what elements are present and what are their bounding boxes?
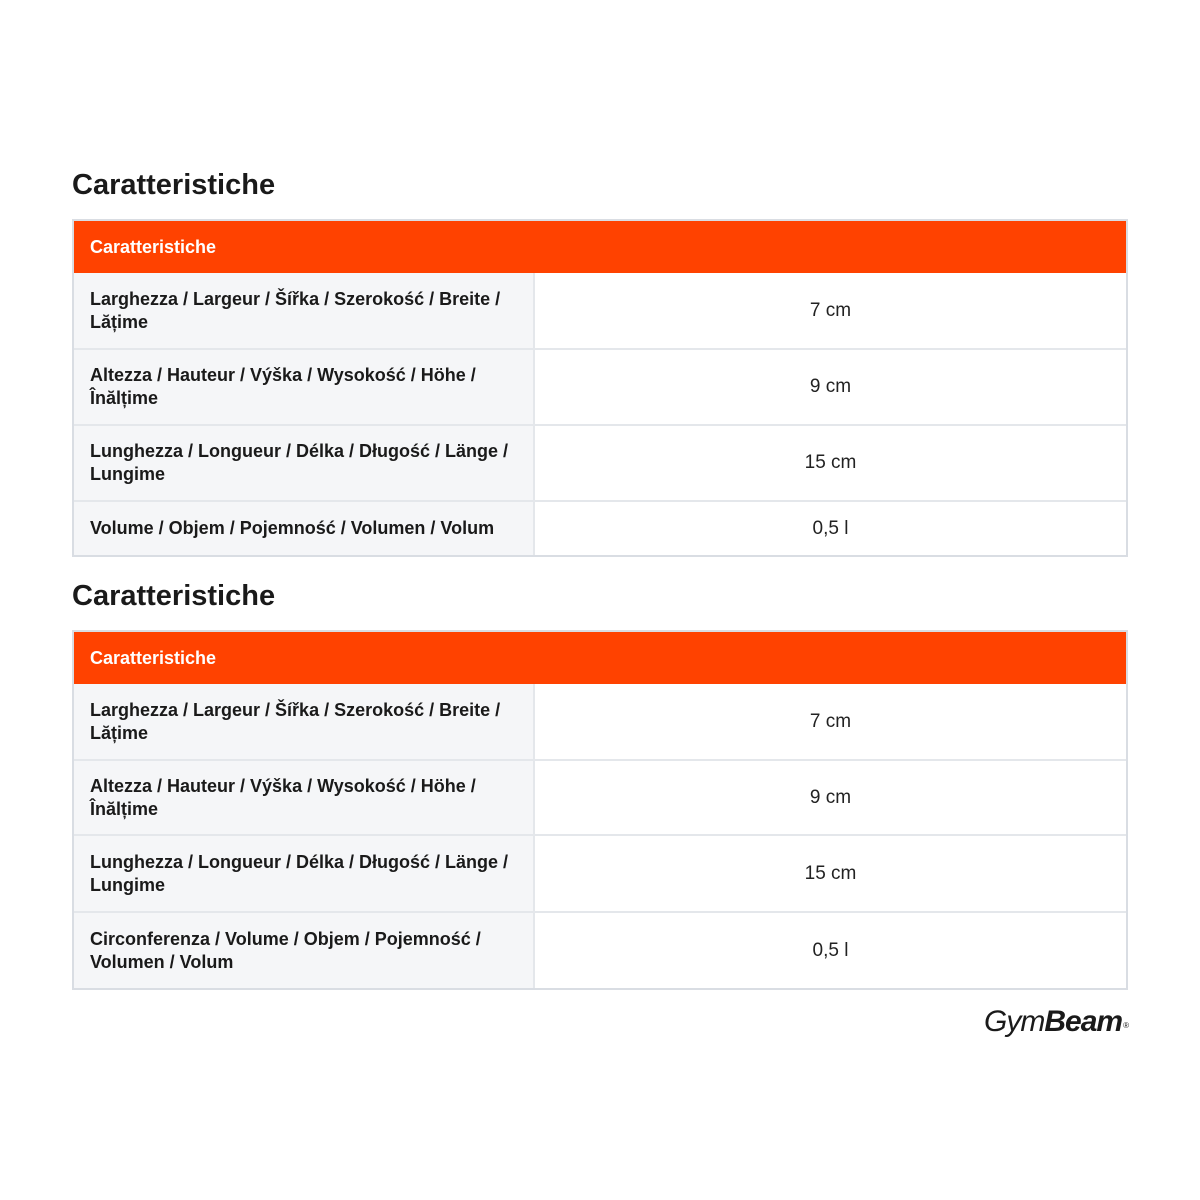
- table-header: Caratteristiche: [74, 632, 1126, 684]
- row-label: Lunghezza / Longueur / Délka / Długość / Länge / Lungime: [74, 426, 535, 500]
- row-label: Larghezza / Largeur / Šířka / Szerokość / Breite / Lățime: [74, 684, 535, 759]
- logo-text-beam: Beam: [1044, 1005, 1123, 1038]
- table-body: [74, 273, 1126, 555]
- row-label: Lunghezza / Longueur / Délka / Długość / Länge / Lungime: [74, 836, 535, 911]
- row-value: 9 cm: [809, 376, 852, 397]
- section-title: Caratteristiche: [72, 169, 276, 201]
- table-row: [74, 500, 1126, 555]
- section-title: Caratteristiche: [72, 580, 276, 612]
- registered-mark: ®: [1123, 1021, 1128, 1030]
- row-label: Larghezza / Largeur / Šířka / Szerokość / Breite / Lățime: [74, 273, 535, 348]
- table-row: [74, 834, 1126, 911]
- table-row: [74, 684, 1126, 759]
- table-row: [74, 911, 1126, 988]
- row-value: 9 cm: [809, 786, 852, 808]
- table-row: [74, 424, 1126, 500]
- row-label: Altezza / Hauteur / Výška / Wysokość / Höhe / Înălțime: [74, 350, 535, 424]
- spec-section-2: [72, 579, 1128, 972]
- table-header: Caratteristiche: [74, 221, 1126, 273]
- table-row: [74, 348, 1126, 424]
- row-value: 15 cm: [804, 862, 857, 884]
- row-value: 0,5 l: [812, 939, 849, 961]
- table-row: [74, 759, 1126, 834]
- spec-table: [72, 630, 1128, 990]
- spec-section-1: [72, 168, 1128, 539]
- row-value: 15 cm: [804, 452, 857, 473]
- row-label: Altezza / Hauteur / Výška / Wysokość / Höhe / Înălțime: [74, 761, 535, 834]
- row-value: 7 cm: [809, 710, 852, 732]
- logo-text-gym: Gym: [984, 1005, 1045, 1038]
- table-row: [74, 273, 1126, 348]
- row-label: Volume / Objem / Pojemność / Volumen / Volum: [74, 502, 535, 555]
- row-label: Circonferenza / Volume / Objem / Pojemność / Volumen / Volum: [74, 913, 535, 988]
- spec-table: [72, 219, 1128, 557]
- gymbeam-logo: [984, 1004, 1128, 1040]
- row-value: 0,5 l: [812, 517, 849, 539]
- row-value: 7 cm: [809, 299, 852, 321]
- table-body: [74, 684, 1126, 988]
